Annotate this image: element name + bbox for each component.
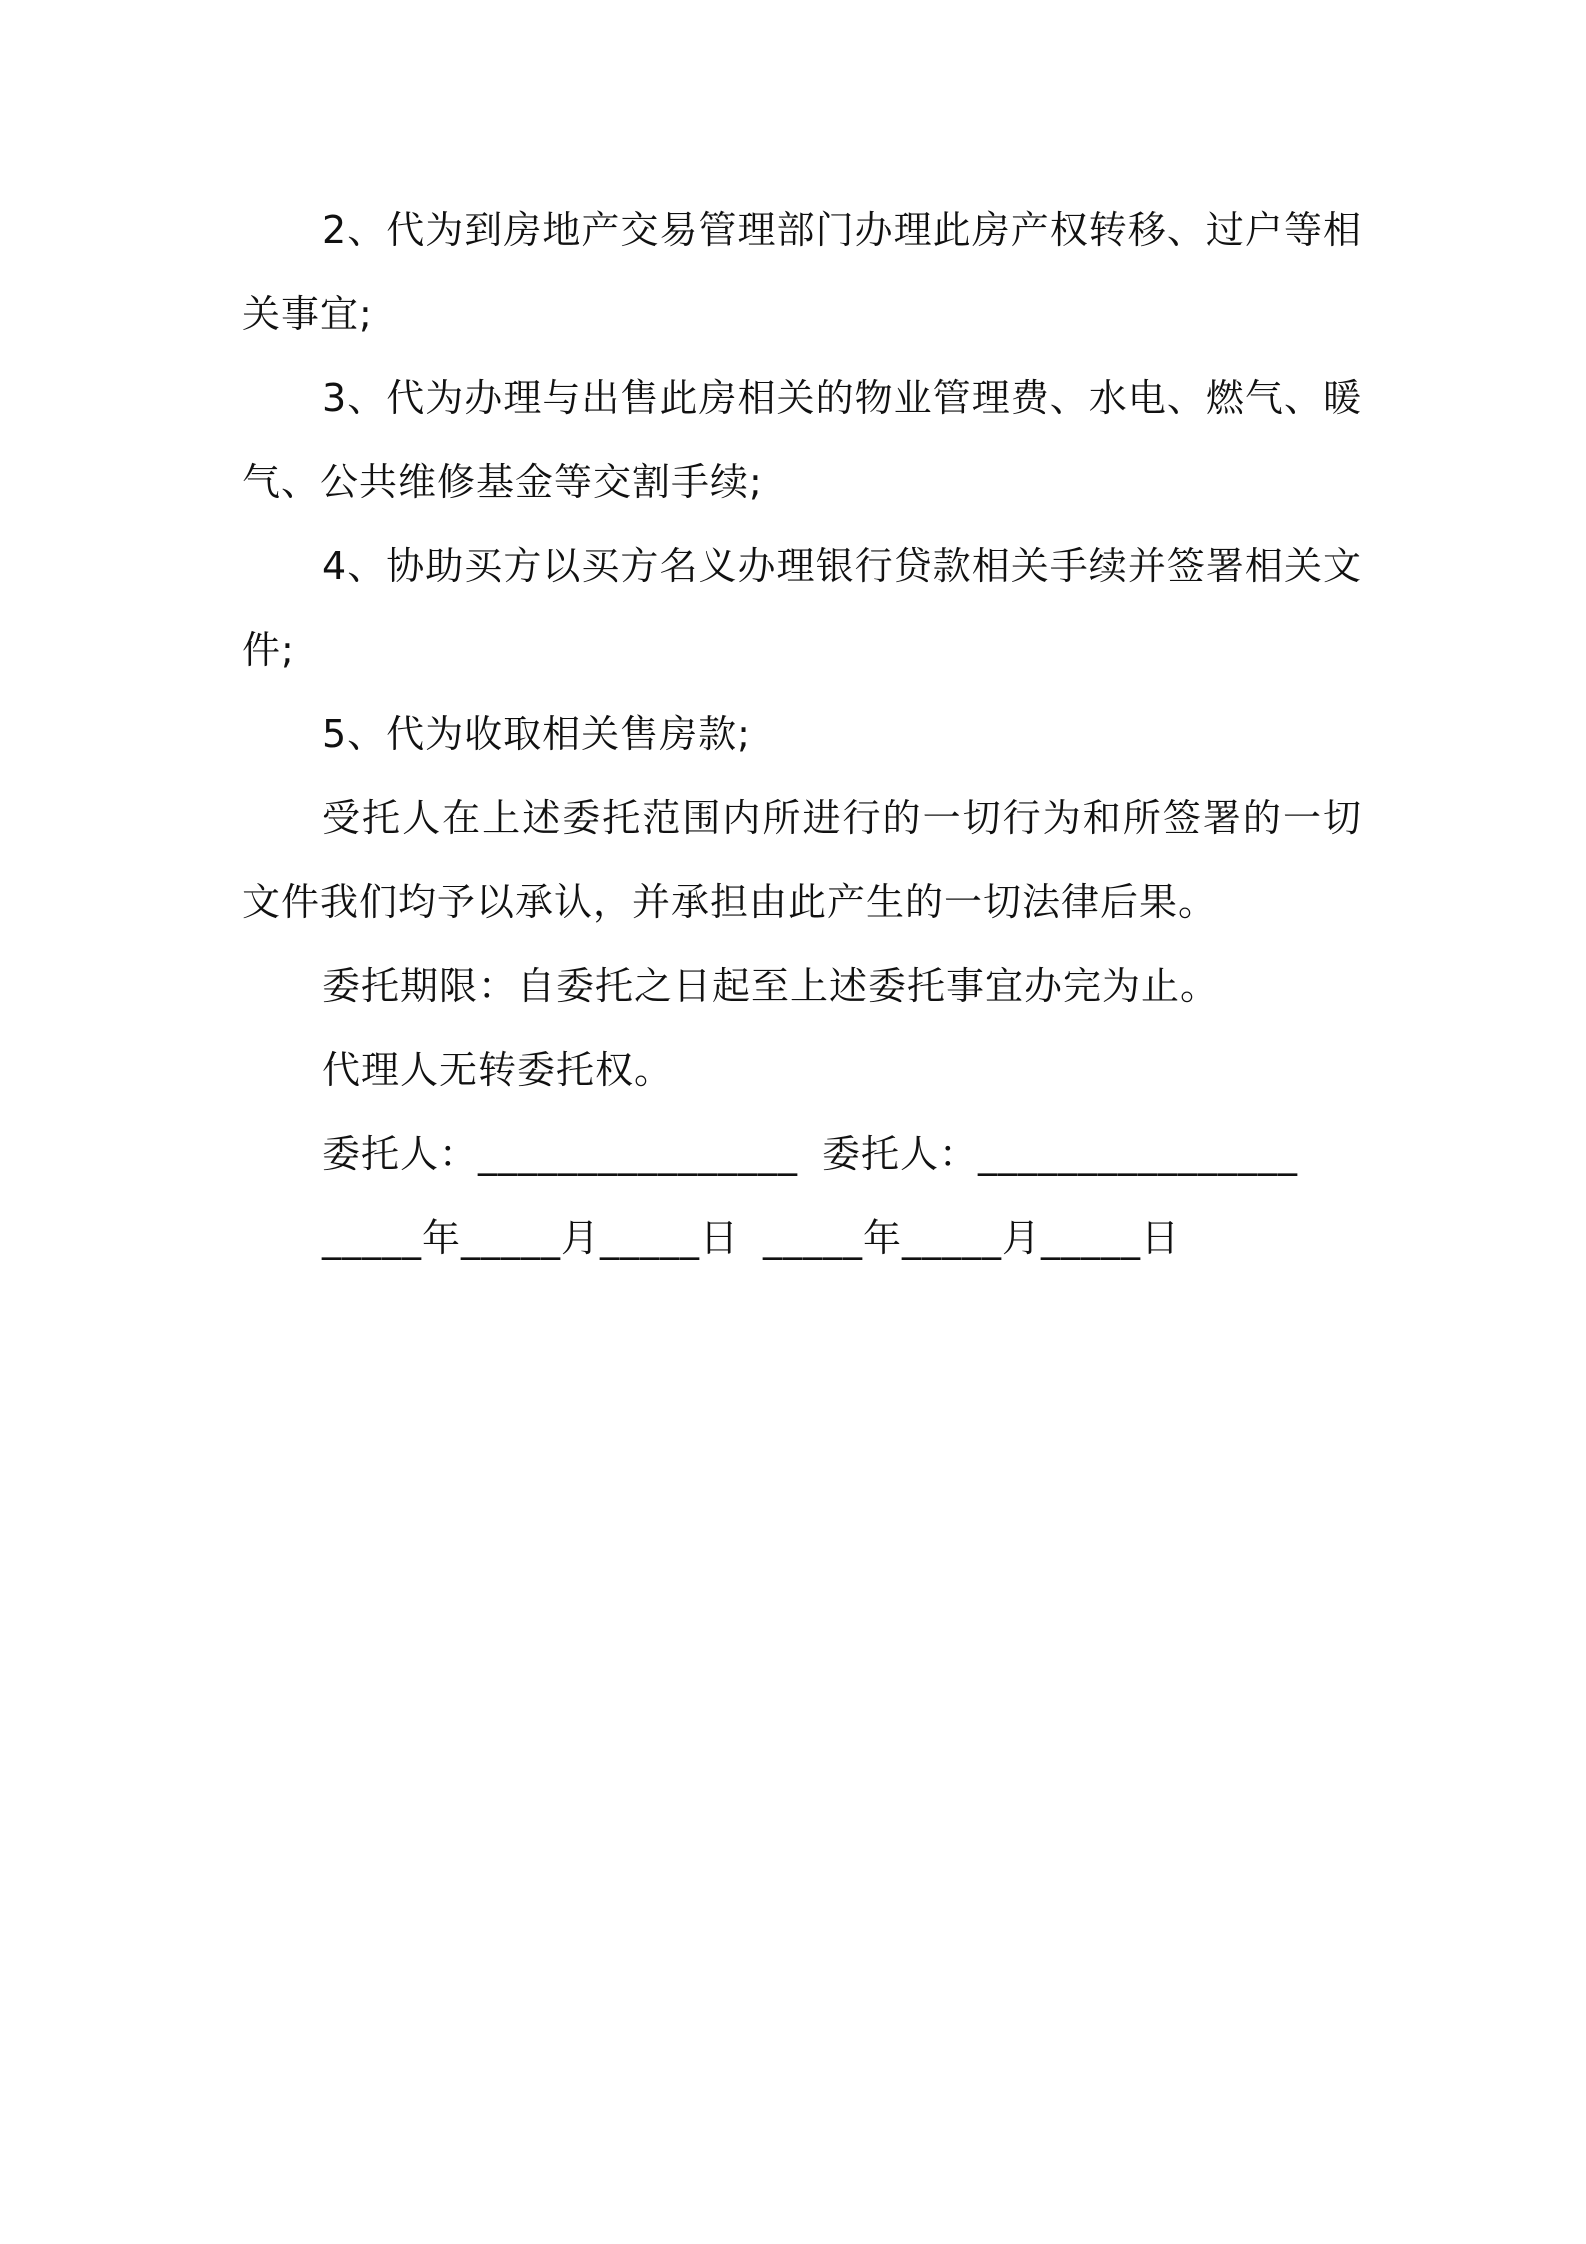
date-right: _____年_____月_____日 [763,1216,1181,1260]
no-sub-delegation: 代理人无转委托权。 [322,1048,674,1092]
signature-row [242,1112,1362,1196]
acknowledgement-paragraph: 受托人在上述委托范围内所进行的一切行为和所签署的一切文件我们均予以承认，并承担由此产生的一切法律后果。 [242,796,1362,924]
signature-right: 委托人：________________ [822,1132,1299,1176]
clause-3: 3、代为办理与出售此房相关的物业管理费、水电、燃气、暖气、公共维修基金等交割手续; [242,376,1362,504]
date-row [242,1196,1362,1280]
clause-4: 4、协助买方以买方名义办理银行贷款相关手续并签署相关文件; [242,544,1362,672]
clause-2: 2、代为到房地产交易管理部门办理此房产权转移、过户等相关事宜; [242,208,1362,336]
authorization-term: 委托期限：自委托之日起至上述委托事宜办完为止。 [322,964,1220,1008]
date-left: _____年_____月_____日 [322,1216,740,1260]
document-body [242,188,1362,1280]
clause-5: 5、代为收取相关售房款; [322,712,751,756]
signature-left: 委托人：________________ [322,1132,799,1176]
